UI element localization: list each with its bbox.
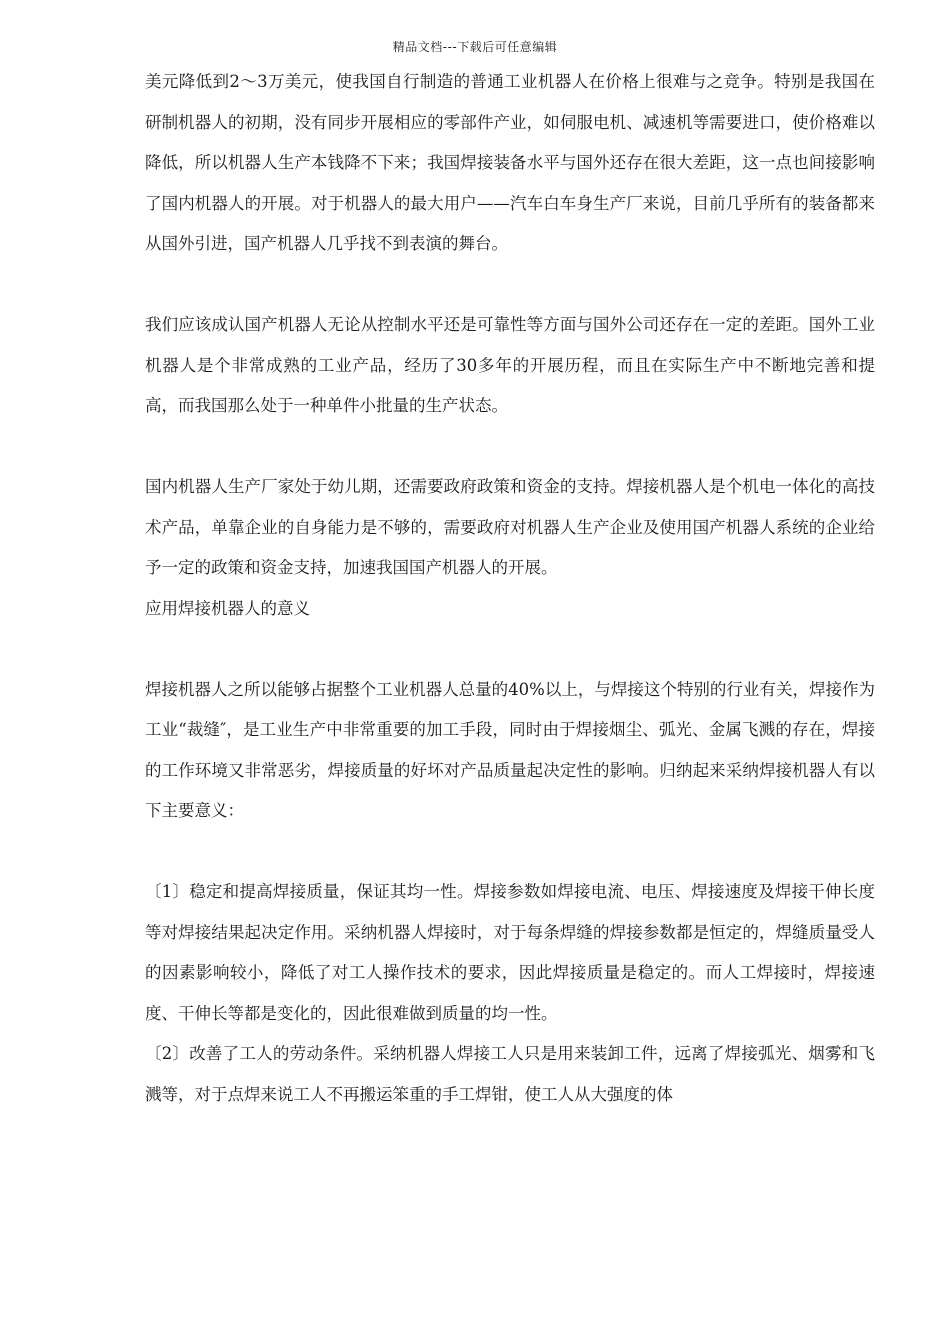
paragraph-domestic-gap: 我们应该成认国产机器人无论从控制水平还是可靠性等方面与国外公司还存在一定的差距。国外工业机器人是个非常成熟的工业产品，经历了30多年的开展历程，而且在实际生产中不断地完善和提高，而我国那么处于一种单件小批量的生产状态。 (145, 315, 875, 415)
list-item-working-conditions: 〔2〕改善了工人的劳动条件。采纳机器人焊接工人只是用来装卸工件，远离了焊接弧光、烟雾和飞溅等，对于点焊来说工人不再搬运笨重的手工焊钳，使工人从大强度的体 (145, 1044, 875, 1104)
page-header: 精品文档---下载后可任意编辑 (392, 40, 558, 54)
section-heading: 应用焊接机器人的意义 (145, 598, 310, 618)
paragraph-gap (145, 265, 875, 306)
paragraph-gap (145, 427, 875, 468)
paragraph-government-support: 国内机器人生产厂家处于幼儿期，还需要政府政策和资金的支持。焊接机器人是个机电一体化的高技术产品，单靠企业的自身能力是不够的，需要政府对机器人生产企业及使用国产机器人系统的企业给予一定的政策和资金支持，加速我国国产机器人的开展。 (145, 477, 875, 577)
paragraph-gap (145, 629, 875, 670)
paragraph-gap (145, 832, 875, 873)
paragraph-cost-competition: 美元降低到2～3万美元，使我国自行制造的普通工业机器人在价格上很难与之竞争。特别是我国在研制机器人的初期，没有同步开展相应的零部件产业，如伺服电机、减速机等需要进口，使价格难以降低，所以机器人生产本钱降不下来；我国焊接装备水平与国外还存在很大差距，这一点也间接影响了国内机器人的开展。对于机器人的最大用户——汽车白车身生产厂来说，目前几乎所有的装备都来从国外引进，国产机器人几乎找不到表演的舞台。 (145, 72, 875, 253)
list-item-quality: 〔1〕稳定和提高焊接质量，保证其均一性。焊接参数如焊接电流、电压、焊接速度及焊接干伸长度等对焊接结果起决定作用。采纳机器人焊接时，对于每条焊缝的焊接参数都是恒定的，焊缝质量受人的因素影响较小，降低了对工人操作技术的要求，因此焊接质量是稳定的。而人工焊接时，焊接速度、干伸长等都是变化的，因此很难做到质量的均一性。 (145, 882, 875, 1023)
document-body (145, 62, 875, 1115)
paragraph-welding-significance: 焊接机器人之所以能够占据整个工业机器人总量的40%以上，与焊接这个特别的行业有关，焊接作为工业“裁缝″，是工业生产中非常重要的加工手段，同时由于焊接烟尘、弧光、金属飞溅的存在，焊接的工作环境又非常恶劣，焊接质量的好坏对产品质量起决定性的影响。归纳起来采纳焊接机器人有以下主要意义： (145, 679, 875, 820)
